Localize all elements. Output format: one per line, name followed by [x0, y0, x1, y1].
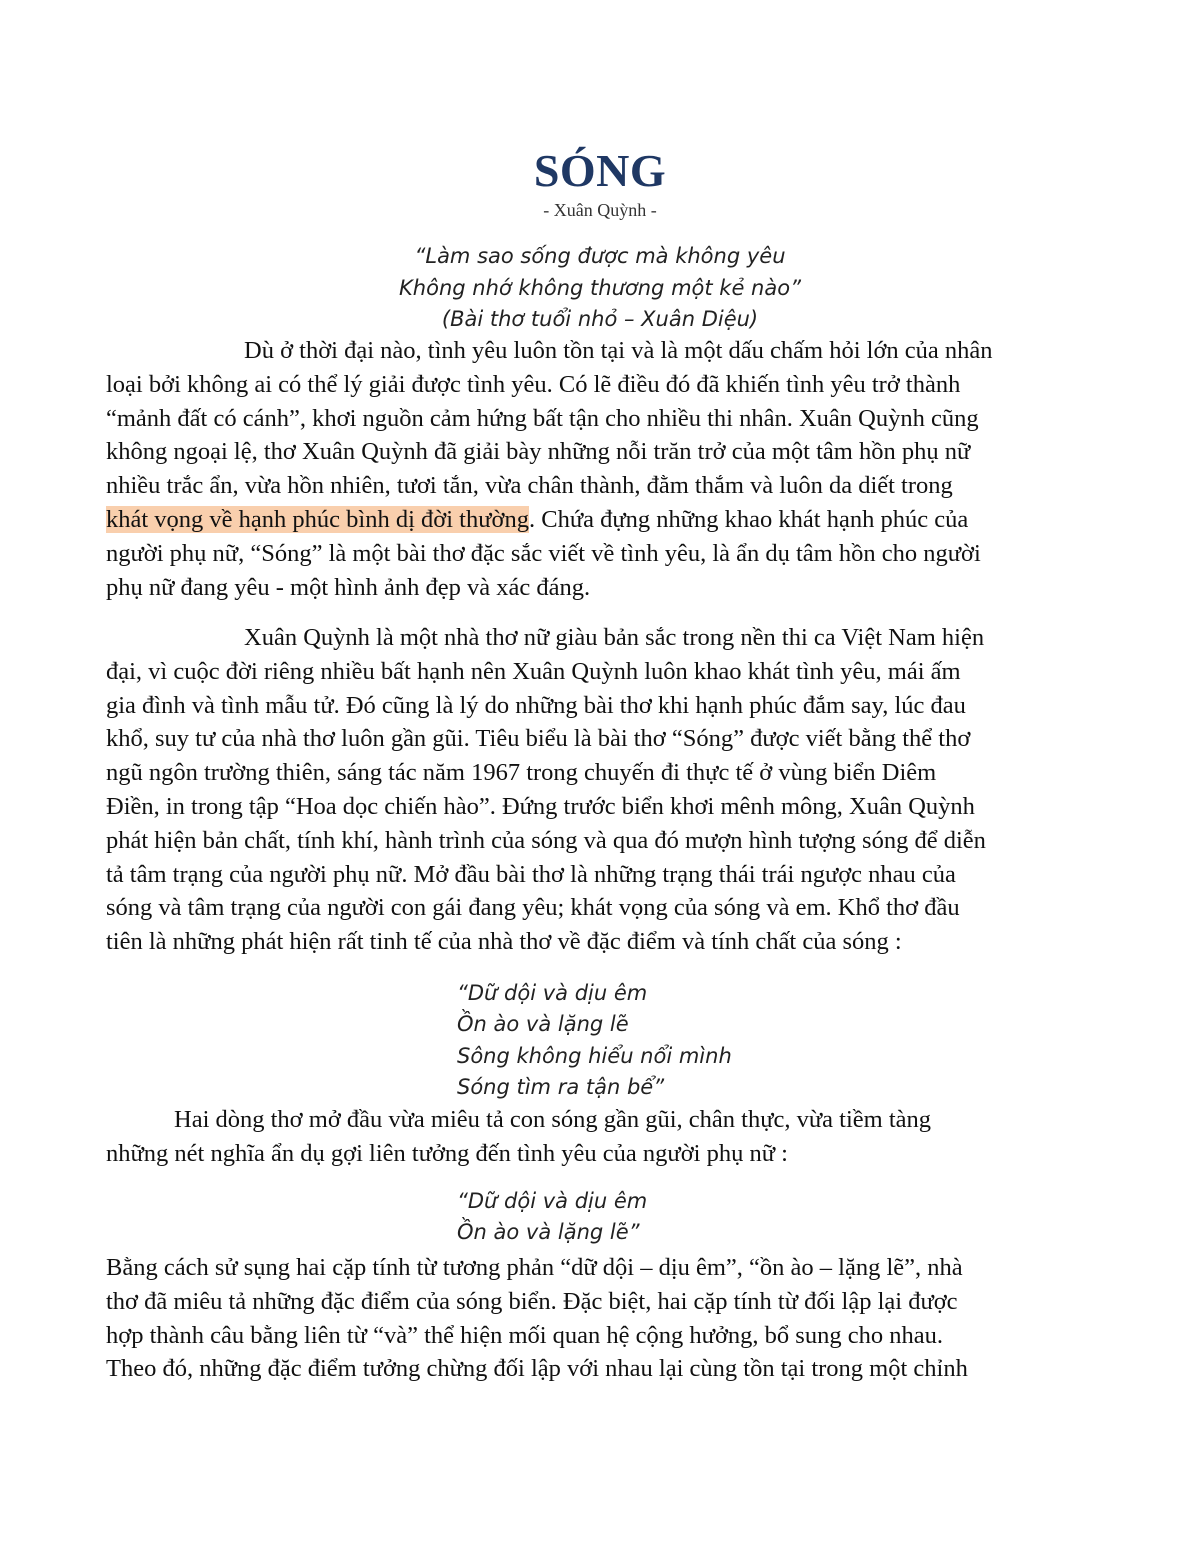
text-line: “mảnh đất có cánh”, khơi nguồn cảm hứng bất tận cho nhiều thi nhân. Xuân Quỳnh cũng — [106, 404, 979, 432]
text-line: Điền, in trong tập “Hoa dọc chiến hào”. Đứng trước biển khơi mênh mông, Xuân Quỳnh — [106, 792, 975, 820]
text-line: khổ, suy tư của nhà thơ luôn gần gũi. Tiêu biểu là bài thơ “Sóng” được viết bằng thể thơ — [106, 725, 971, 753]
poem-quote — [457, 978, 732, 1103]
text-line: Bằng cách sử sụng hai cặp tính từ tương phản “dữ dội – dịu êm”, “ồn ào – lặng lẽ”, nhà — [106, 1254, 963, 1281]
epigraph-line: Không nhớ không thương một kẻ nào” — [399, 275, 801, 300]
text-line: đại, vì cuộc đời riêng nhiều bất hạnh nên Xuân Quỳnh luôn khao khát tình yêu, mái ấm — [106, 657, 961, 685]
text-line: thơ đã miêu tả những đặc điểm của sóng biển. Đặc biệt, hai cặp tính từ đối lập lại được — [106, 1287, 958, 1315]
text-line: loại bởi không ai có thể lý giải được tình yêu. Có lẽ điều đó đã khiến tình yêu trở thành — [106, 370, 961, 398]
text-line — [106, 503, 1096, 537]
paragraph-intro — [106, 334, 1096, 604]
text-line: không ngoại lệ, thơ Xuân Quỳnh đã giải bày những nỗi trăn trở của một tâm hồn phụ nữ — [106, 438, 971, 466]
poem-author: - Xuân Quỳnh - — [543, 200, 657, 220]
text-line: nhiều trắc ẩn, vừa hồn nhiên, tươi tắn, vừa chân thành, đằm thắm và luôn da diết trong — [106, 472, 953, 500]
text-line: Theo đó, những đặc điểm tưởng chừng đối lập với nhau lại cùng tồn tại trong một chỉnh — [106, 1355, 968, 1383]
text-line: Xuân Quỳnh là một nhà thơ nữ giàu bản sắc trong nền thi ca Việt Nam hiện — [244, 624, 985, 651]
text-line: người phụ nữ, “Sóng” là một bài thơ đặc sắc viết về tình yêu, là ẩn dụ tâm hồn cho người — [106, 539, 981, 567]
text-line: ngũ ngôn trường thiên, sáng tác năm 1967 trong chuyến đi thực tế ở vùng biển Diêm — [106, 759, 937, 787]
poem-title: SÓNG — [533, 145, 667, 196]
text-line: gia đình và tình mẫu tử. Đó cũng là lý do những bài thơ khi hạnh phúc đắm say, lúc đau — [106, 691, 966, 719]
paragraph-analysis — [106, 1103, 1096, 1171]
highlighted-text: khát vọng về hạnh phúc bình dị đời thường — [106, 505, 529, 533]
text-line: tiên là những phát hiện rất tinh tế của nhà thơ về đặc điểm và tính chất của sóng : — [106, 928, 902, 956]
quote-line: Ồn ào và lặng lẽ” — [457, 1220, 640, 1245]
quote-line: “Dữ dội và dịu êm — [457, 1189, 648, 1213]
poem-quote — [457, 1186, 647, 1249]
text-line: tả tâm trạng của người phụ nữ. Mở đầu bài thơ là những trạng thái trái ngược nhau của — [106, 860, 956, 888]
epigraph-line: “Làm sao sống được mà không yêu — [414, 244, 786, 268]
text-line: phát hiện bản chất, tính khí, hành trình của sóng và qua đó mượn hình tượng sóng để diễn — [106, 826, 986, 854]
epigraph-source: (Bài thơ tuổi nhỏ – Xuân Diệu) — [441, 307, 759, 331]
text-line: hợp thành câu bằng liên từ “và” thể hiện mối quan hệ cộng hưởng, bổ sung cho nhau. — [106, 1321, 943, 1349]
quote-line: Sóng tìm ra tận bể” — [457, 1074, 665, 1099]
paragraph-context — [106, 621, 1096, 959]
text-line: sóng và tâm trạng của người con gái đang yêu; khát vọng của sóng và em. Khổ thơ đầu — [106, 894, 960, 922]
text-line: Hai dòng thơ mở đầu vừa miêu tả con sóng gần gũi, chân thực, vừa tiềm tàng — [174, 1106, 932, 1133]
epigraph — [0, 241, 1200, 336]
quote-line: “Dữ dội và dịu êm — [457, 981, 648, 1005]
quote-line: Sông không hiểu nổi mình — [457, 1043, 732, 1068]
quote-line: Ồn ào và lặng lẽ — [457, 1012, 629, 1037]
text-line: những nét nghĩa ẩn dụ gợi liên tưởng đến tình yêu của người phụ nữ : — [106, 1139, 788, 1167]
text-line: phụ nữ đang yêu - một hình ảnh đẹp và xác đáng. — [106, 573, 591, 601]
paragraph-adjectives — [106, 1251, 1096, 1386]
text-line: Dù ở thời đại nào, tình yêu luôn tồn tại và là một dấu chấm hỏi lớn của nhân — [244, 337, 993, 364]
text-segment: . Chứa đựng những khao khát hạnh phúc của — [528, 505, 969, 533]
